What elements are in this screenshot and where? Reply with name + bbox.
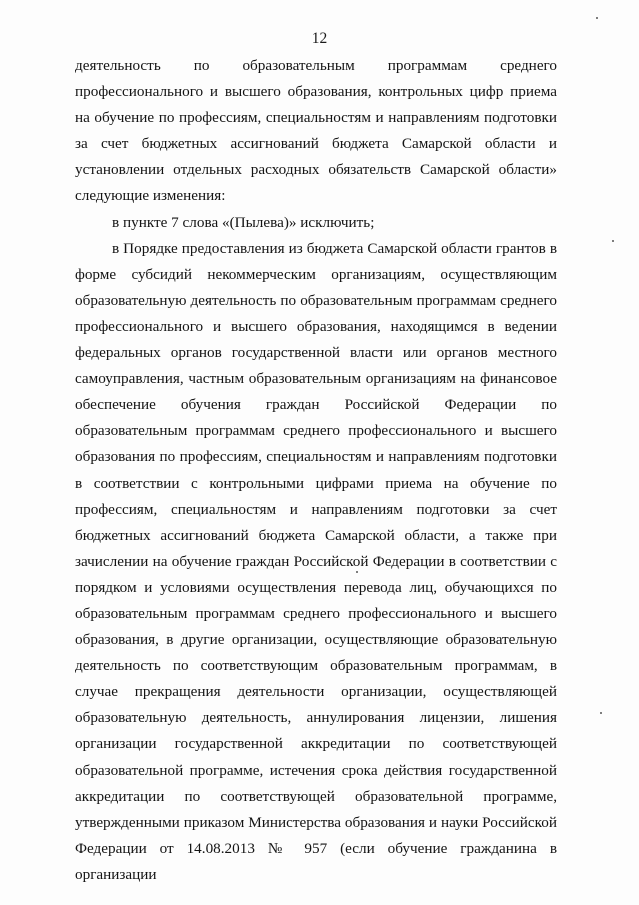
page-number: 12 xyxy=(311,30,328,47)
scan-speck xyxy=(612,240,614,242)
document-body xyxy=(75,53,557,888)
paragraph-grants-procedure: в Порядке предоставления из бюджета Самарской области грантов в форме субсидий некоммерческим организациям, осуществляющим образовательную деятельность по образовательным программам среднего профессионального и высшего образования, находящимся в ведении федеральных органов государственной власти или органов местного самоуправления, частным образовательным организациям на финансовое обеспечение обучения граждан Российской Федерации по образовательным программам среднего профессионального и высшего образования по профессиям, специальностям и направлениям подготовки в соответствии с контрольными цифрами приема на обучение по профессиям, специальностям и направлениям подготовки за счет бюджетных ассигнований бюджета Самарской области, а также при зачислении на обучение граждан Российской Федерации в соответствии с порядком и условиями осуществления перевода лиц, обучающихся по образовательным программам среднего профессионального и высшего образования, в другие организации, осуществляющие образовательную деятельность по соответствующим образовательным программам, в случае прекращения деятельности организации, осуществляющей образовательную деятельность, аннулирования лицензии, лишения организации государственной аккредитации по соответствующей образовательной программе, истечения срока действия государственной аккредитации по соответствующей образовательной программе, утвержденными приказом Министерства образования и науки Российской Федерации от 14.08.2013 № 957 (если обучение гражданина в организации xyxy=(75,239,557,883)
scan-speck xyxy=(356,571,358,573)
scan-speck xyxy=(596,17,598,19)
scan-speck xyxy=(600,712,602,714)
paragraph-continuation: деятельность по образовательным программам среднего профессионального и высшего образования, контрольных цифр приема на обучение по профессиям, специальностям и направлениям подготовки за счет бюджетных ассигнований бюджета Самарской области и установлении отдельных расходных обязательств Самарской области» следующие изменения: xyxy=(75,57,557,205)
paragraph-item-7: в пункте 7 слова «(Пылева)» исключить; xyxy=(112,213,375,231)
